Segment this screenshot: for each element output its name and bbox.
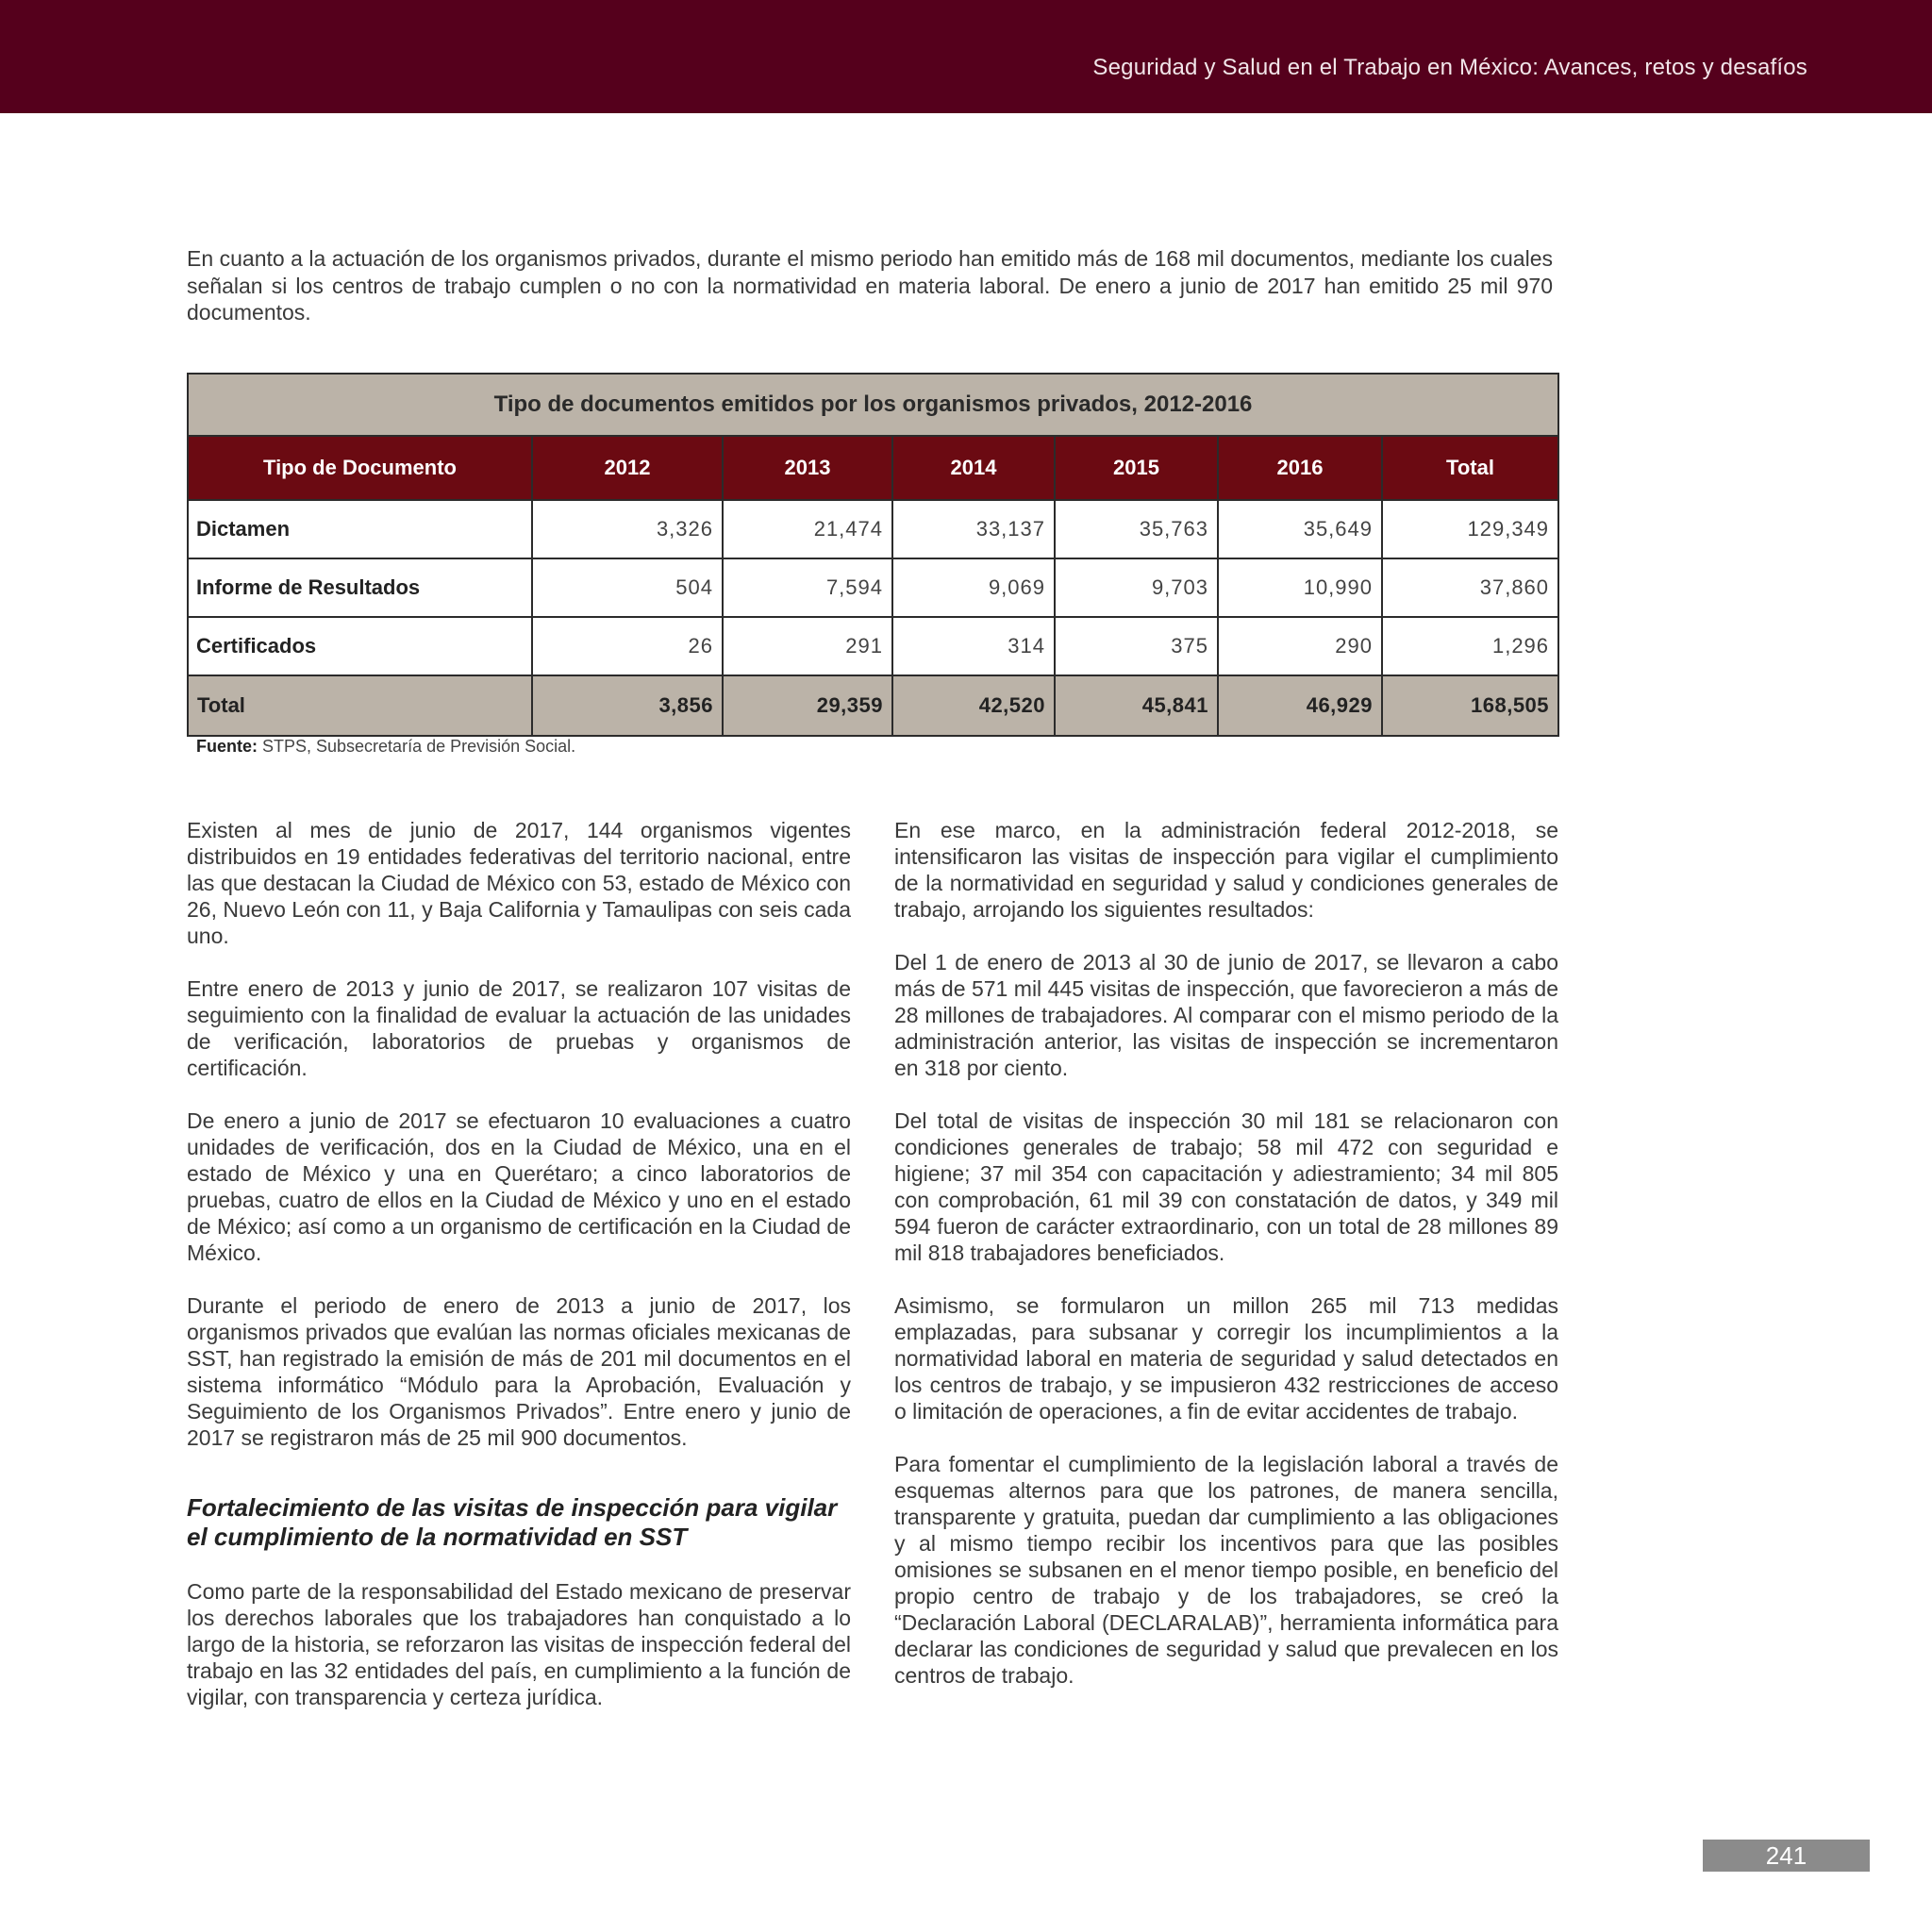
table-source-note	[196, 737, 575, 757]
running-header-title: Seguridad y Salud en el Trabajo en México: Avances, retos y desafíos	[1092, 55, 1807, 80]
column-header-total: Total	[1382, 436, 1558, 500]
column-header-2014: 2014	[892, 436, 1055, 500]
table-cell: 35,763	[1055, 500, 1218, 558]
table-row	[188, 558, 1558, 617]
total-label: Total	[188, 675, 532, 736]
table-header-row	[188, 436, 1558, 500]
table-cell: 504	[532, 558, 723, 617]
left-column	[187, 817, 851, 1737]
column-header-2013: 2013	[723, 436, 892, 500]
body-paragraph: Como parte de la responsabilidad del Estado mexicano de preservar los derechos laborales que los trabajadores han conquistado a lo largo de la historia, se reforzaron las visitas de inspección federal del trabajo en las 32 entidades del país, en cumplimiento a la función de vigilar, con transparencia y certeza jurídica.	[187, 1579, 851, 1709]
table-cell: 33,137	[892, 500, 1055, 558]
body-paragraph: Entre enero de 2013 y junio de 2017, se realizaron 107 visitas de seguimiento con la finalidad de evaluar la actuación de las unidades de verificación, laboratorios de pruebas y organismos de certificación.	[187, 976, 851, 1080]
table-cell: 35,649	[1218, 500, 1382, 558]
row-label: Informe de Resultados	[188, 558, 532, 617]
table-cell: 10,990	[1218, 558, 1382, 617]
table-total-row	[188, 675, 1558, 736]
column-header-2015: 2015	[1055, 436, 1218, 500]
table-cell: 26	[532, 617, 723, 675]
total-cell: 45,841	[1055, 675, 1218, 736]
table-cell: 314	[892, 617, 1055, 675]
table-cell: 129,349	[1382, 500, 1558, 558]
section-heading: Fortalecimiento de las visitas de inspección para vigilar el cumplimiento de la normatividad en SST	[187, 1493, 838, 1551]
body-paragraph: En ese marco, en la administración federal 2012-2018, se intensificaron las visitas de inspección para vigilar el cumplimiento de la normatividad en seguridad y salud y condiciones generales de trabajo, arrojando los siguientes resultados:	[894, 818, 1558, 922]
source-label: Fuente:	[196, 737, 258, 756]
body-paragraph: De enero a junio de 2017 se efectuaron 10 evaluaciones a cuatro unidades de verificación, dos en la Ciudad de México, una en el estado de México y una en Querétaro; a cinco laboratorios de pruebas, cuatro de ellos en la Ciudad de México y uno en el estado de México; así como a un organismo de certificación en la Ciudad de México.	[187, 1108, 851, 1265]
column-header-2012: 2012	[532, 436, 723, 500]
row-label: Certificados	[188, 617, 532, 675]
source-text: STPS, Subsecretaría de Previsión Social.	[258, 737, 576, 756]
table-cell: 37,860	[1382, 558, 1558, 617]
page-number: 241	[1703, 1840, 1870, 1872]
total-cell: 168,505	[1382, 675, 1558, 736]
table-cell: 1,296	[1382, 617, 1558, 675]
table-cell: 3,326	[532, 500, 723, 558]
total-cell: 29,359	[723, 675, 892, 736]
table-cell: 290	[1218, 617, 1382, 675]
table-cell: 9,703	[1055, 558, 1218, 617]
body-paragraph: Durante el periodo de enero de 2013 a junio de 2017, los organismos privados que evalúan las normas oficiales mexicanas de SST, han registrado la emisión de más de 201 mil documentos en el sistema informático “Módulo para la Aprobación, Evaluación y Seguimiento de los Organismos Privados”. Entre enero y junio de 2017 se registraron más de 25 mil 900 documentos.	[187, 1293, 851, 1450]
intro-paragraph: En cuanto a la actuación de los organismos privados, durante el mismo periodo han emitido más de 168 mil documentos, mediante los cuales señalan si los centros de trabajo cumplen o no con la normatividad en materia laboral. De enero a junio de 2017 han emitido 25 mil 970 documentos.	[187, 246, 1553, 325]
total-cell: 3,856	[532, 675, 723, 736]
body-paragraph: Asimismo, se formularon un millon 265 mil 713 medidas emplazadas, para subsanar y corregir los incumplimientos a la normatividad laboral en materia de seguridad y salud detectados en los centros de trabajo, y se impusieron 432 restricciones de acceso o limitación de operaciones, a fin de evitar accidentes de trabajo.	[894, 1293, 1558, 1424]
table-cell: 291	[723, 617, 892, 675]
total-cell: 46,929	[1218, 675, 1382, 736]
header-band	[0, 0, 1932, 113]
column-header-type: Tipo de Documento	[188, 436, 532, 500]
documents-table	[187, 373, 1559, 737]
table-cell: 21,474	[723, 500, 892, 558]
table-cell: 9,069	[892, 558, 1055, 617]
table-row	[188, 500, 1558, 558]
table-caption: Tipo de documentos emitidos por los organismos privados, 2012-2016	[188, 374, 1558, 436]
body-paragraph: Para fomentar el cumplimiento de la legislación laboral a través de esquemas alternos para que los patrones, de manera sencilla, transparente y gratuita, puedan dar cumplimiento a las obligaciones y al mismo tiempo recibir los incentivos para que las posibles omisiones se subsanen en el menor tiempo posible, en beneficio del propio centro de trabajo y de los trabajadores, se creó la “Declaración Laboral (DECLARALAB)”, herramienta informática para declarar las condiciones de seguridad y salud que prevalecen en los centros de trabajo.	[894, 1452, 1558, 1688]
table-cell: 375	[1055, 617, 1218, 675]
table-cell: 7,594	[723, 558, 892, 617]
table-row	[188, 617, 1558, 675]
total-cell: 42,520	[892, 675, 1055, 736]
right-column	[894, 817, 1558, 1715]
column-header-2016: 2016	[1218, 436, 1382, 500]
body-paragraph: Del 1 de enero de 2013 al 30 de junio de 2017, se llevaron a cabo más de 571 mil 445 visitas de inspección, que favorecieron a más de 28 millones de trabajadores. Al comparar con el mismo periodo de la administración anterior, las visitas de inspección se incrementaron en 318 por ciento.	[894, 950, 1558, 1080]
body-paragraph: Existen al mes de junio de 2017, 144 organismos vigentes distribuidos en 19 entidades federativas del territorio nacional, entre las que destacan la Ciudad de México con 53, estado de México con 26, Nuevo León con 11, y Baja California y Tamaulipas con seis cada uno.	[187, 818, 851, 948]
body-paragraph: Del total de visitas de inspección 30 mil 181 se relacionaron con condiciones generales de trabajo; 58 mil 472 con seguridad e higiene; 37 mil 354 con capacitación y adiestramiento; 34 mil 805 con comprobación, 61 mil 39 con constatación de datos, y 349 mil 594 fueron de carácter extraordinario, con un total de 28 millones 89 mil 818 trabajadores beneficiados.	[894, 1108, 1558, 1265]
row-label: Dictamen	[188, 500, 532, 558]
